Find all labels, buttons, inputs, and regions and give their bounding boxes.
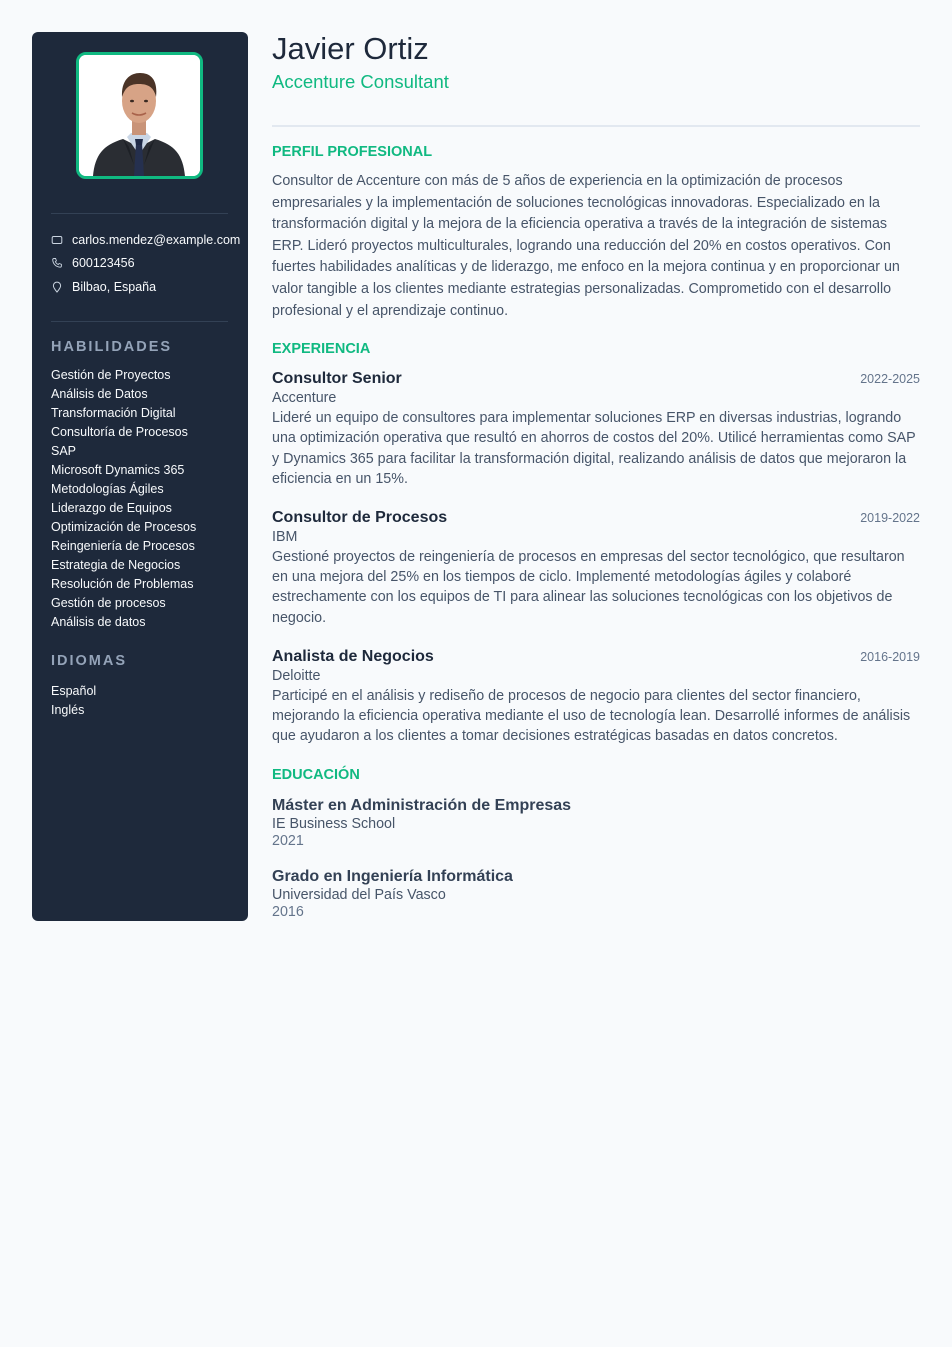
degree-title: Máster en Administración de Empresas xyxy=(272,797,572,815)
job-title: Analista de Negocios xyxy=(272,647,434,665)
phone-icon xyxy=(51,257,63,269)
candidate-role: Accenture Consultant xyxy=(272,71,449,92)
graduation-year: 2021 xyxy=(272,833,304,850)
contact-location xyxy=(51,275,228,299)
skill-item: Reingeniería de Procesos xyxy=(51,538,195,553)
skill-item: Gestión de procesos xyxy=(51,595,166,610)
job-title: Consultor Senior xyxy=(272,370,402,388)
job-dates: 2016-2019 xyxy=(860,649,920,664)
school-name: IE Business School xyxy=(272,816,396,833)
main-content xyxy=(272,32,920,921)
job-description: Lideré un equipo de consultores para implementar soluciones ERP en diversas industrias, logrando una optimización operativa que resultó en ahorros de costos del 20%. Utilicé herramientas como SAP y Dynamics 365 para facilitar la transformación digital, realizando análisis de datos que mejoraron la eficiencia en un 15%. xyxy=(272,410,916,487)
languages-heading: IDIOMAS xyxy=(51,652,128,669)
skills-heading: HABILIDADES xyxy=(51,338,173,355)
sidebar-divider xyxy=(51,321,228,322)
job-company: Deloitte xyxy=(272,667,321,684)
school-name: Universidad del País Vasco xyxy=(272,887,446,904)
skill-item: Consultoría de Procesos xyxy=(51,424,188,439)
skill-item: Análisis de datos xyxy=(51,614,146,629)
map-pin-icon xyxy=(51,281,63,293)
contact-email-text[interactable]: carlos.mendez@example.com xyxy=(72,232,241,247)
sidebar xyxy=(32,32,248,921)
skill-item: Transformación Digital xyxy=(51,405,176,420)
language-item: Inglés xyxy=(51,702,85,717)
sidebar-divider xyxy=(51,213,228,214)
header-divider xyxy=(272,125,920,127)
profile-text: Consultor de Accenture con más de 5 años de experiencia en la optimización de procesos empresariales y la implementación de soluciones tecnológicas innovadoras. Especializado en la transformación digital y la mejora de la eficiencia operativa a través de la integración de sistemas ERP. Lideró proyectos multiculturales, logrando una reducción del 20% en costos operativos. Con fuertes habilidades analíticas y de liderazgo, me enfoco en la mejora continua y en proporcionar un valor tangible a los clientes mediante estrategias personalizadas. Comprometido con el desarrollo profesional y el aprendizaje continuo. xyxy=(272,173,900,319)
degree-title: Grado en Ingeniería Informática xyxy=(272,868,513,886)
languages-list xyxy=(51,682,228,720)
experience-item xyxy=(272,647,920,747)
job-company: Accenture xyxy=(272,390,337,407)
education-item xyxy=(272,796,920,850)
experience-item xyxy=(272,508,920,628)
job-title: Consultor de Procesos xyxy=(272,508,448,526)
candidate-name: Javier Ortiz xyxy=(272,31,429,66)
mail-icon xyxy=(51,234,63,246)
profile-photo xyxy=(76,52,203,179)
experience-heading: EXPERIENCIA xyxy=(272,341,371,358)
skill-item: Metodologías Ágiles xyxy=(51,481,164,496)
contact-phone[interactable] xyxy=(51,252,228,276)
skill-item: Liderazgo de Equipos xyxy=(51,500,172,515)
education-item xyxy=(272,867,920,921)
job-description: Participé en el análisis y rediseño de procesos de negocio para clientes del sector financiero, mejorando la eficiencia operativa mediante el uso de tecnología lean. Desarrollé informes de análisis que ayudaron a los clientes a tomar decisiones estratégicas basadas en datos concretos. xyxy=(272,687,911,745)
job-company: IBM xyxy=(272,528,298,545)
language-item: Español xyxy=(51,683,97,698)
contact-location-text: Bilbao, España xyxy=(72,279,157,294)
job-dates: 2019-2022 xyxy=(860,510,920,525)
skill-item: Resolución de Problemas xyxy=(51,576,194,591)
contact-phone-text[interactable]: 600123456 xyxy=(72,256,135,271)
education-heading: EDUCACIÓN xyxy=(272,767,360,784)
skills-list xyxy=(51,366,228,632)
job-dates: 2022-2025 xyxy=(860,372,920,387)
contact-email[interactable] xyxy=(51,228,241,252)
job-description: Gestioné proyectos de reingeniería de procesos en empresas del sector tecnológico, que resultaron en una mejora del 25% en los tiempos de ciclo. Implementé metodologías ágiles y colaboré estrechamente con los equipos de TI para alinear las soluciones tecnológicas con los objetivos de negocio. xyxy=(272,548,905,626)
skill-item: Optimización de Procesos xyxy=(51,519,197,534)
skill-item: Microsoft Dynamics 365 xyxy=(51,462,185,477)
graduation-year: 2016 xyxy=(272,904,304,921)
profile-heading: PERFIL PROFESIONAL xyxy=(272,144,433,160)
profile-photo-image xyxy=(79,55,200,176)
skill-item: Estrategia de Negocios xyxy=(51,557,181,572)
skill-item: SAP xyxy=(51,443,77,458)
skill-item: Gestión de Proyectos xyxy=(51,367,171,382)
skill-item: Análisis de Datos xyxy=(51,386,148,401)
experience-item xyxy=(272,369,920,489)
